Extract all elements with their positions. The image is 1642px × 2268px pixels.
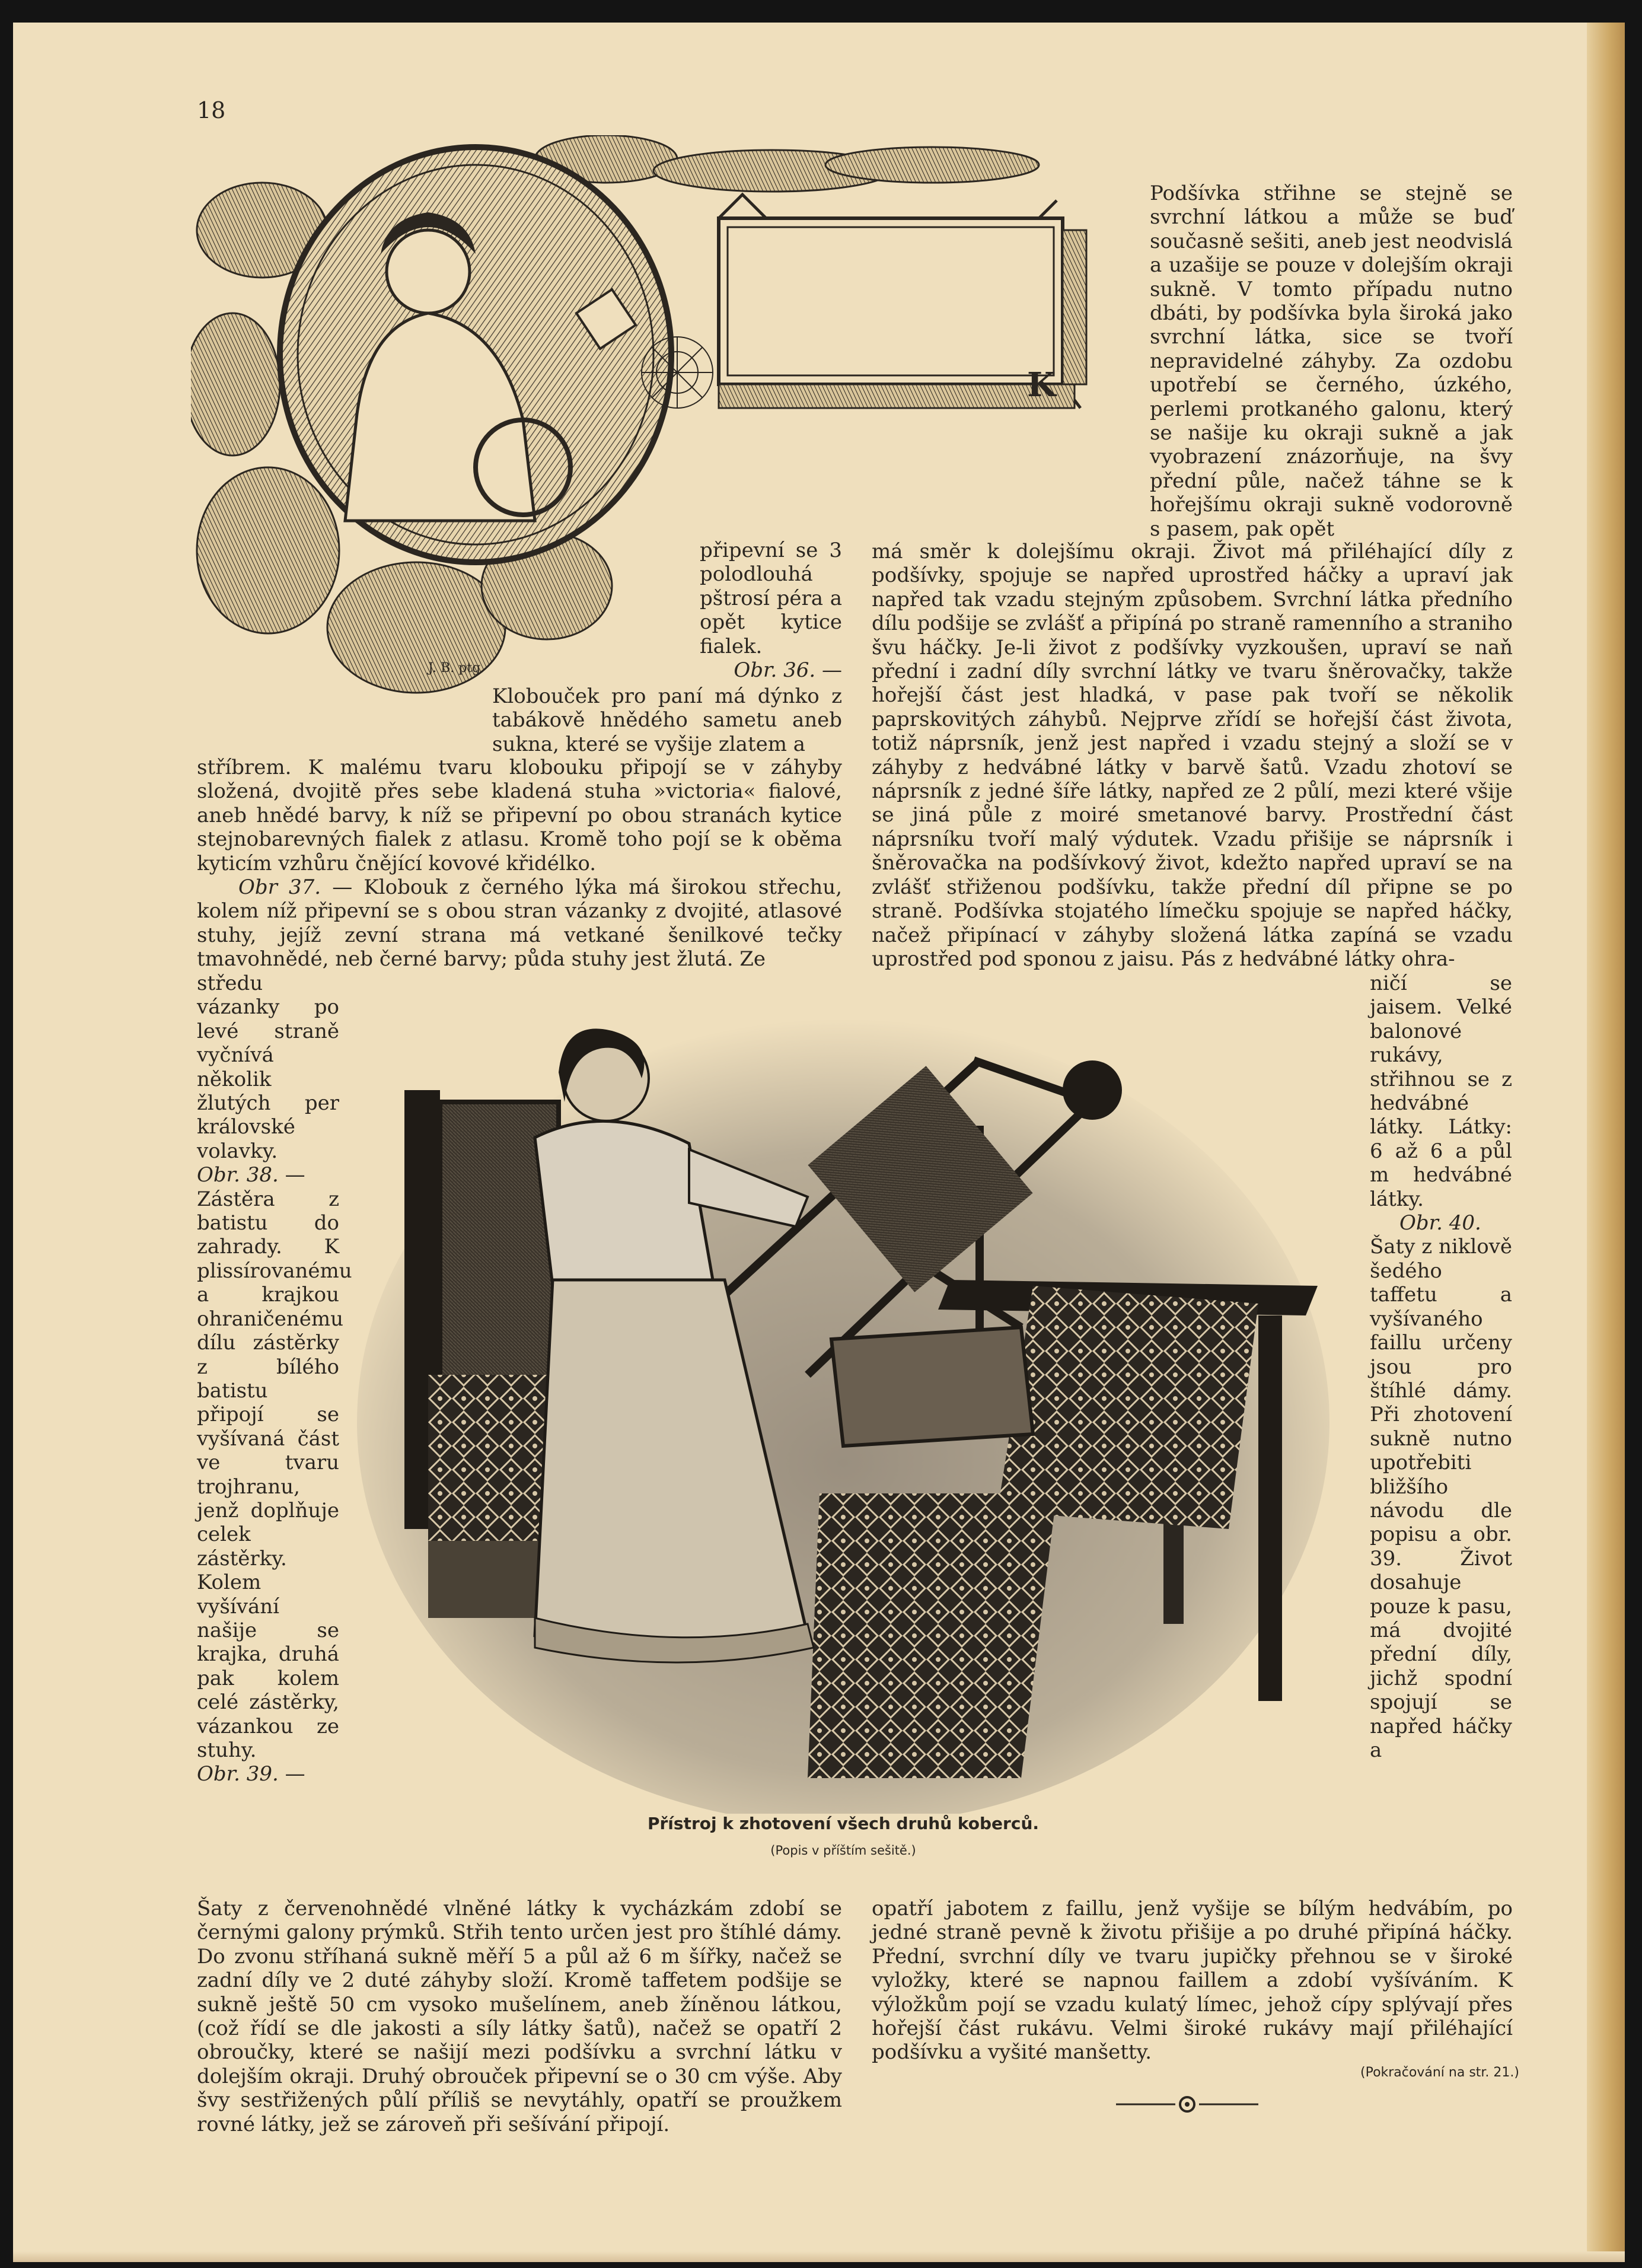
hanging-rug — [808, 1493, 1057, 1778]
paragraph: opatří jabotem z faillu, jenž vyšije se bílým hedvábím, po jedné straně pevně k životu přišije a po druhé připíná háčky. Přední, svrchní díly ve tvaru jupičky přehnou se v široké vyložky, které se napnou faillem a zdobí vyšíváním. K výložkům pojí se vzadu kulatý límec, jehož cípy splývají přes hořejší část rukávu. Velmi široké rukávy mají přiléhající podšívku a vyšité manšetty. — [872, 1897, 1513, 2065]
text-right-top — [1150, 181, 1513, 541]
text-left-column: středu vázanky po levé straně vyčnívá několik žlutých per královské volavky. Obr. 38. — Zástěra z batistu do zahrady. K plissírovanému a krajkou ohraničenému dílu zástěrky z bílého batistu připojí se vyšívaná část ve tvaru trojhranu, jenž doplňuje celek zástěrky. Kolem vyšívání našije se krajka, druhá pak kolem celé zástěrky, vázankou ze stuhy. Obr. 39. — — [197, 971, 352, 1786]
paragraph: Klobouček pro paní má dýnko z tabákově hnědého sametu aneb sukna, které se vyšije zlatem a — [492, 684, 842, 756]
text-bottom-left — [197, 1897, 842, 2136]
figure-label-37: Obr 37. — [238, 875, 321, 900]
text-left-narrow: připevní se 3 polodlouhá pštrosí péra a opět kytice fialek. Obr. 36. — — [700, 539, 842, 683]
text-left-main: stříbrem. K malému tvaru klobouku připojí se v záhyby složená, dvojitě přes sebe kladená stuha »victoria« fialové, aneb hnědé barvy, k níž se připevní po obou stranách kytice stejnobarevných fialek z atlasu. Kromě toho pojí se k oběma kyticím vzhůru čnějící kovové křidélko. Obr 37. — Klobouk z černého lýka má širokou střechu, kolem níž připevní se s obou stran vázanky z dvojité, atlasové stuhy, jejíž zevní strana má vetkané šenilkové tečky tmavohnědé, neb černé barvy; půda stuhy jest žlutá. Ze — [197, 756, 842, 971]
figure-label-39: Obr. 39. — [197, 1762, 279, 1786]
page-edge — [13, 2251, 1625, 2262]
book-spine — [1587, 23, 1625, 2262]
portrait-oval — [280, 147, 671, 562]
paragraph: Zástěra z batistu do zahrady. K plissírovanému a krajkou ohraničenému dílu zástěrky z bílého batistu připojí se vyšívaná část ve tvaru trojhranu, jenž doplňuje celek zástěrky. Kolem vyšívání našije se krajka, druhá pak kolem celé zástěrky, vázankou ze stuhy. — [197, 1187, 352, 1762]
text-bottom-right — [872, 1897, 1513, 2065]
paragraph: má směr k dolejšímu okraji. Život má přiléhající díly z podšívky, spojuje se napřed uprostřed háčky a upraví jak napřed tak vzadu stejným způsobem. Svrchní látka předního dílu podšije se zvlášť a připíná po straně ramenního a straniho švu háčky. Je-li život z podšívky vyzkoušen, upraví se naň přední i zadní díly svrchní látky ve tvaru šněrovačky, takže hořejší část jest hladká, v pase pak tvoří se několik paprskovitých záhybů. Nejprve zřídí se hořejší část života, totiž náprsník, jenž jest napřed i vzadu stejný a složí se v záhyby z hedvábné látky v barvě šatů. Vzadu zhotoví se náprsník z jedné šíře látky, napřed ze 2 půlí, mezi které všije se jiná půle z moiré smetanové barvy. Prostřední část náprsníku tvoří malý výdutek. Vzadu přišije se náprsník i šněrovačka na podšívkový život, kdežto napřed upraví se na zvlášť střiženou podšívku, takže přední díl připne se po straně. Podšívka stojatého límečku spojuje se napřed háčky, načež připínací v záhyby složená látka zapíná se vzadu uprostřed pod sponou z jaisu. Pás z hedvábné látky ohra- — [872, 540, 1513, 971]
loom-illustration — [357, 1007, 1329, 1814]
figure-label-36: Obr. 36. — [734, 658, 816, 683]
illustration-subcaption: (Popis v příštím sešitě.) — [770, 1843, 916, 1858]
end-ornament — [1116, 2087, 1258, 2122]
paragraph: ničí se jaisem. Velké balonové rukávy, střihnou se z hedvábné látky. Látky: 6 až 6 a půl m hedvábné látky. — [1370, 971, 1512, 1211]
paragraph: Klobouk z černého lýka má širokou střechu, kolem níž připevní se s obou stran vázanky z dvojité, atlasové stuhy, jejíž zevní strana má vetkané šenilkové tečky tmavohnědé, neb černé barvy; půda stuhy jest žlutá. Ze — [197, 875, 842, 971]
continued-note: (Pokračování na str. 21.) — [1360, 2065, 1519, 2080]
magazine-page — [13, 23, 1625, 2262]
page-number: 18 — [197, 97, 226, 123]
monogram: K — [1027, 365, 1056, 404]
paragraph: středu vázanky po levé straně vyčnívá několik žlutých per královské volavky. — [197, 971, 339, 1163]
paragraph: stříbrem. K malému tvaru klobouku připojí se v záhyby složená, dvojitě přes sebe kladená stuha »victoria« fialové, aneb hnědé barvy, k níž se připevní po obou stranách kytice stejnobarevných fialek z atlasu. Kromě toho pojí se k oběma kyticím vzhůru čnějící kovové křidélko. — [197, 756, 842, 875]
text-right-column — [1370, 971, 1512, 1762]
figure-label-40: Obr. 40. — [1399, 1211, 1481, 1235]
paragraph: Podšívka střihne se stejně se svrchní látkou a může se buď současně sešiti, aneb jest neodvislá a uzašije se pouze v dolejším okraji sukně. V tomto případu nutno dbáti, by podšívka byla široká jako svrchní látka, sice se tvoří nepravidelné záhyby. Za ozdobu upotřebí se černého, úzkého, perlemi protkaného galonu, který se našije ku okraji sukně a jak vyobrazení znázorňuje, na švy přední půle, načež táhne se k hořejšímu okraji sukně vodorovně s pasem, pak opět — [1150, 181, 1513, 541]
paragraph: připevní se 3 polodlouhá pštrosí péra a opět kytice fialek. — [700, 539, 842, 658]
rug-on-table — [997, 1286, 1258, 1529]
paragraph: Šaty z červenohnědé vlněné látky k vycházkám zdobí se černými galony prýmků. Střih tento určen jest pro štíhlé dámy. Do zvonu stříhaná sukně měří 5 a půl až 6 m šířky, načež se zadní díly ve 2 duté záhyby složí. Kromě taffetem podšije se sukně ještě 50 cm vysoko mušelínem, aneb žíněnou látkou, (což řídí se dle jakosti a síly látky šatů), načež se opatří 2 obroučky, které se našijí mezi podšívku a svrchní látku v dolejším okraji. Druhý obrouček připevní se o 30 cm výše. Aby švy sestřižených půlí příliš se nevytáhly, opatří se proužkem rovné látky, jež se zároveň při sešívání připojí. — [197, 1897, 842, 2136]
figure-label-38: Obr. 38. — [197, 1163, 279, 1187]
text-right-middle — [872, 540, 1513, 971]
engraver-signature: J. B. ptg — [428, 661, 481, 676]
illustration-caption: Přístroj k zhotovení všech druhů koberců. — [647, 1814, 1040, 1833]
text-obr36-intro — [492, 684, 842, 756]
cartouche — [642, 195, 1086, 408]
paragraph: Šaty z niklově šedého taffetu a vyšívaného faillu určeny jsou pro štíhlé dámy. Při zhotovení sukně nutno upotřebiti bližšího návodu dle popisu a obr. 39. Život dosahuje pouze k pasu, má dvojité přední díly, jichž spodní spojují se napřed háčky a — [1370, 1235, 1513, 1762]
yarn-box — [831, 1327, 1033, 1446]
